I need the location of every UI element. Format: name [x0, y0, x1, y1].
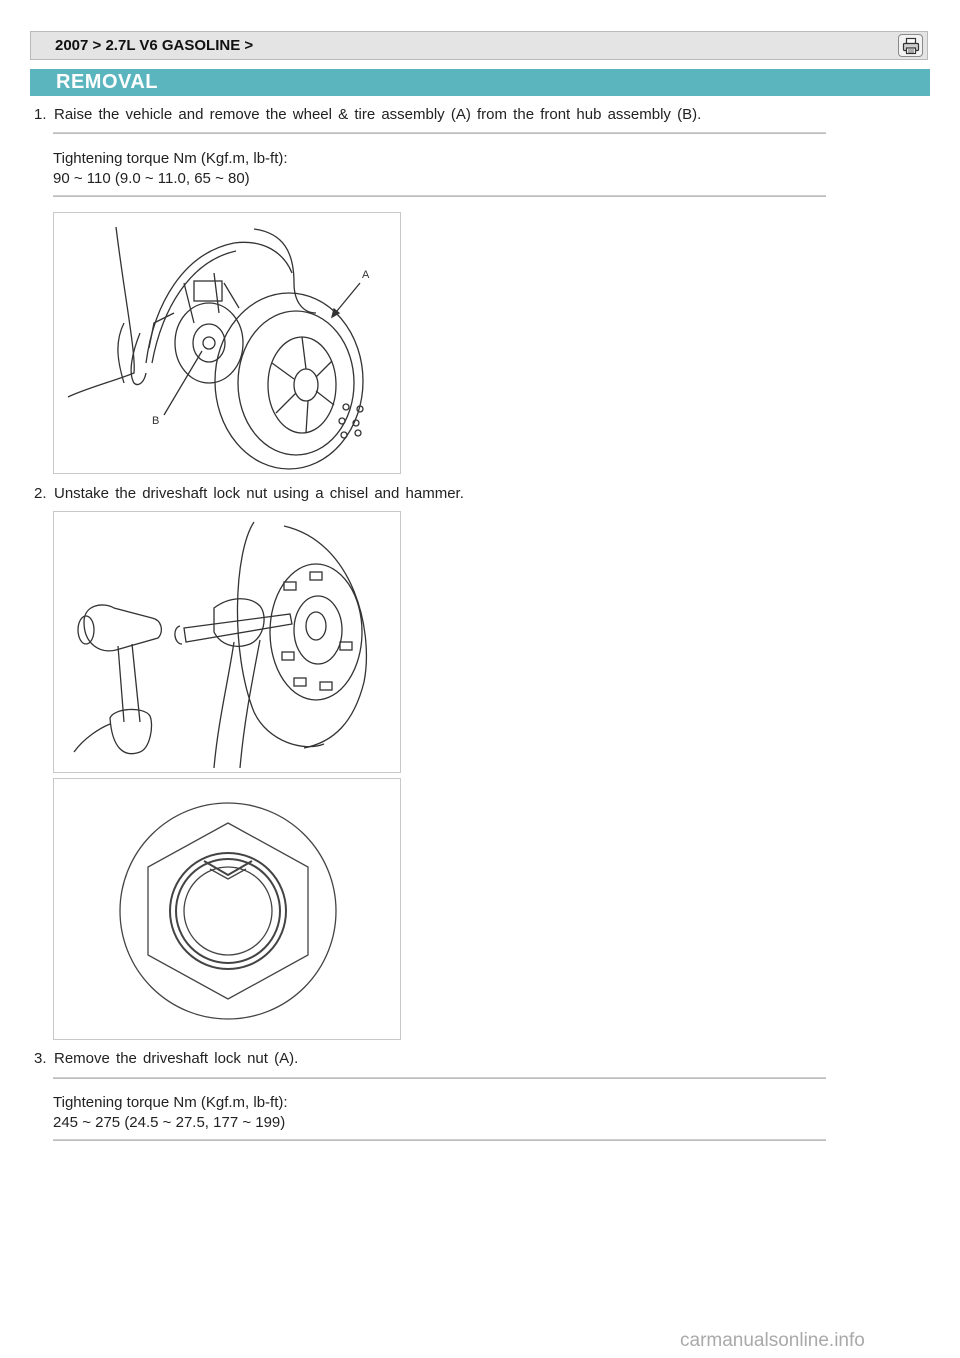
figure-chisel-hammer — [53, 511, 401, 773]
step-text: Unstake the driveshaft lock nut using a chisel and hammer. — [54, 485, 464, 502]
section-header — [30, 69, 930, 96]
step-2 — [34, 485, 464, 502]
print-button[interactable] — [898, 34, 923, 57]
figure-wheel-removal — [53, 212, 401, 474]
divider — [53, 1139, 826, 1141]
torque-value: 90 ~ 110 (9.0 ~ 11.0, 65 ~ 80) — [53, 170, 250, 187]
torque-value: 245 ~ 275 (24.5 ~ 27.5, 177 ~ 199) — [53, 1114, 286, 1131]
torque-label: Tightening torque Nm (Kgf.m, lb-ft): — [53, 1094, 288, 1111]
section-title: REMOVAL — [56, 71, 159, 93]
step-3 — [34, 1050, 298, 1067]
callout-b: B — [152, 415, 160, 427]
torque-spec-1 — [53, 149, 288, 189]
figure-lock-nut — [53, 778, 401, 1040]
torque-spec-3 — [53, 1093, 288, 1133]
callout-a: A — [362, 269, 370, 281]
step-1 — [34, 106, 701, 123]
watermark: carmanualsonline.info — [680, 1330, 865, 1351]
step-number: 2. — [34, 485, 47, 502]
step-number: 3. — [34, 1050, 47, 1067]
divider — [53, 195, 826, 197]
step-text: Raise the vehicle and remove the wheel & tire assembly (A) from the front hub assembly (B). — [54, 106, 702, 123]
step-number: 1. — [34, 106, 47, 123]
breadcrumb-bar — [30, 31, 928, 60]
step-text: Remove the driveshaft lock nut (A). — [54, 1050, 299, 1067]
breadcrumb: 2007 > 2.7L V6 GASOLINE > — [55, 37, 254, 54]
torque-label: Tightening torque Nm (Kgf.m, lb-ft): — [53, 150, 288, 167]
divider — [53, 1077, 826, 1079]
divider — [53, 132, 826, 134]
